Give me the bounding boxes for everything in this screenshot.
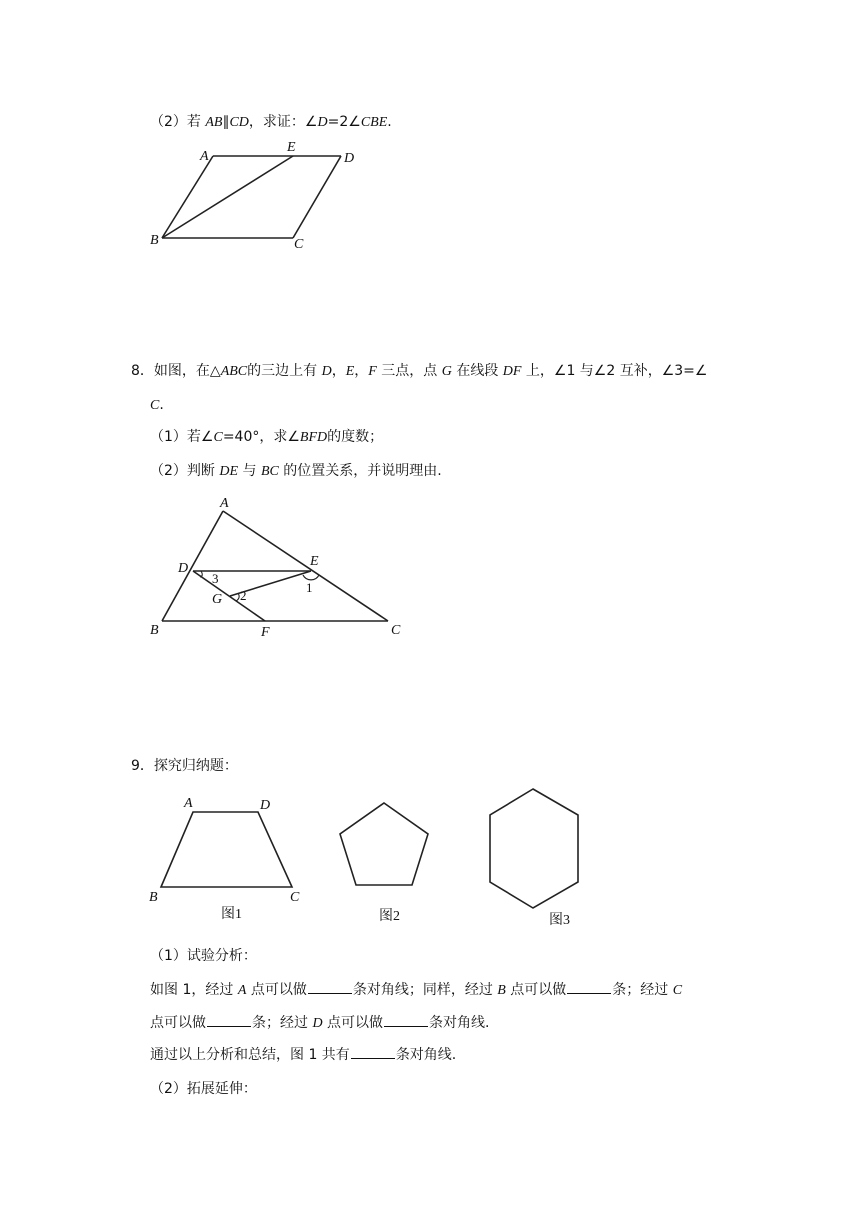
q8-label-angle-1: 1: [306, 580, 313, 595]
q9-line3: 通过以上分析和总结，图 1 共有 条对角线.: [150, 1047, 457, 1063]
answer-blank-total[interactable]: [351, 1046, 395, 1059]
q8-label-f: F: [261, 625, 270, 640]
q8-label-e: E: [310, 554, 319, 569]
q9-fig1-label-b: B: [149, 890, 158, 905]
q9-part2-title: （2）拓展延伸：: [150, 1081, 257, 1097]
answer-blank-c[interactable]: [207, 1014, 251, 1027]
q9-fig1-label-c: C: [290, 890, 300, 905]
q9-fig3-caption: 图3: [549, 913, 570, 928]
q8-label-g: G: [212, 592, 223, 607]
q8-label-angle-3: 3: [212, 571, 219, 586]
q9-fig2-caption: 图2: [379, 909, 400, 924]
answer-blank-b[interactable]: [567, 981, 611, 994]
q9-fig1-label-d: D: [260, 798, 271, 813]
q8-part1: （1）若∠C=40°，求∠BFD的度数；: [150, 429, 384, 445]
q7-part2-text: （2）若 AB∥CD，求证：∠D=2∠CBE.: [150, 114, 392, 130]
q7-label-e: E: [287, 140, 296, 155]
q9-part1-title: （1）试验分析：: [150, 948, 257, 964]
q8-line1: 8．如图，在△ABC的三边上有 D，E，F 三点，点 G 在线段 DF 上，∠1 与∠2 互补，∠3=∠: [131, 363, 708, 379]
q9-fig1-label-a: A: [184, 796, 193, 811]
q9-line2: 点可以做 条；经过 D 点可以做 条对角线.: [150, 1015, 490, 1031]
q8-label-c: C: [391, 623, 401, 638]
q7-label-a: A: [200, 149, 209, 164]
q9-pentagon-shape: [340, 803, 428, 885]
q8-label-angle-2: 2: [240, 588, 247, 603]
q7-label-c: C: [294, 237, 304, 252]
q9-fig1-caption: 图1: [221, 907, 242, 922]
answer-blank-a[interactable]: [308, 981, 352, 994]
q9-hexagon-shape: [490, 789, 578, 908]
q7-label-d: D: [344, 151, 355, 166]
q8-label-d: D: [178, 561, 189, 576]
q7-label-b: B: [150, 233, 159, 248]
q8-line2: C.: [150, 397, 164, 413]
q9-line1: 如图 1，经过 A 点可以做 条对角线；同样，经过 B 点可以做 条；经过 C: [150, 982, 683, 998]
q8-label-b: B: [150, 623, 159, 638]
q8-part2: （2）判断 DE 与 BC 的位置关系，并说明理由.: [150, 463, 442, 479]
answer-blank-d[interactable]: [384, 1014, 428, 1027]
q8-label-a: A: [220, 496, 229, 511]
q9-title: 9．探究归纳题：: [131, 758, 238, 774]
q9-trapezoid-shape: [161, 812, 292, 887]
